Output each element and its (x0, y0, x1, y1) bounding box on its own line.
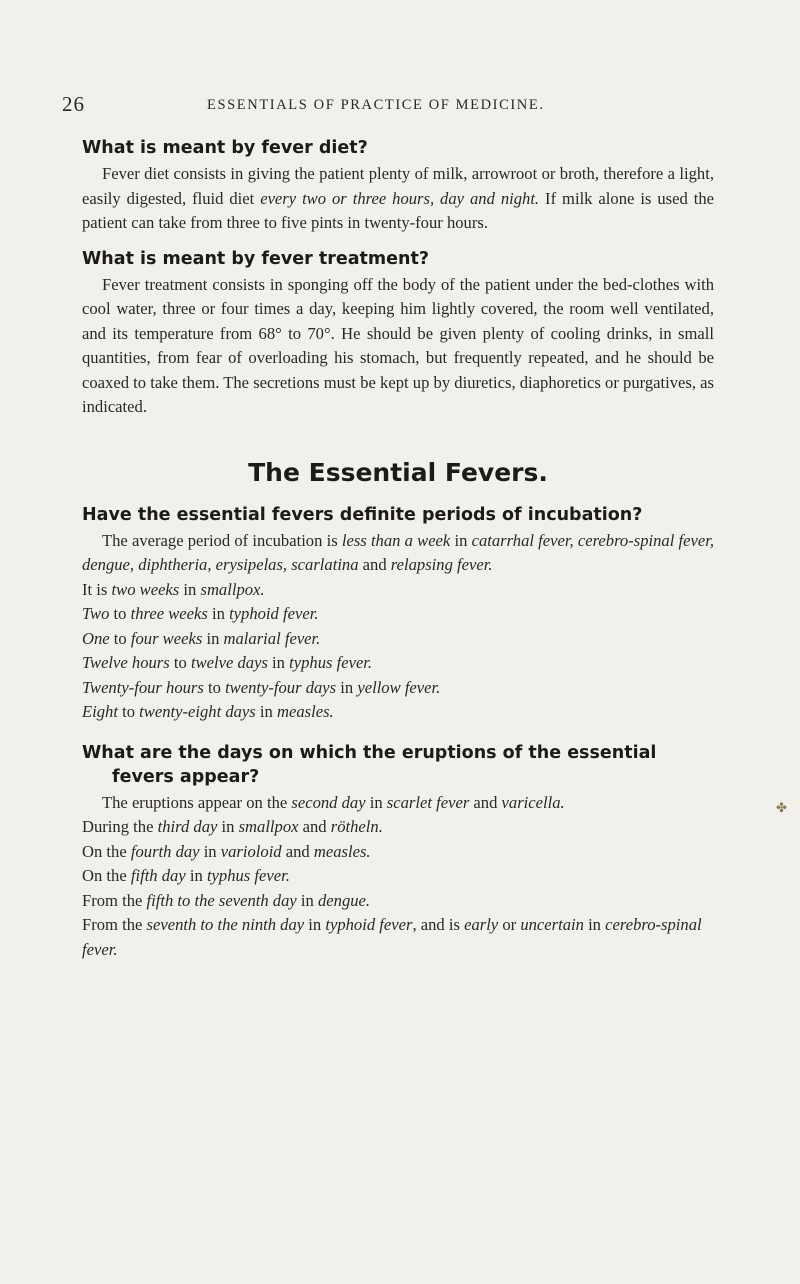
question-eruptions: What are the days on which the eruptions of the essential fevers appear? (82, 742, 657, 787)
answer-fever-diet: Fever diet consists in giving the patient plenty of milk, arrowroot or broth, therefore a light, easily digested, fluid diet every two or three hours, day and night. If milk alone is used the patient can take from three to five pints in twenty-four hours. (82, 164, 714, 232)
incubation-line: It is two weeks in smallpox. (82, 579, 265, 599)
eruption-line: During the third day in smallpox and rötheln. (82, 817, 383, 836)
page-content (82, 136, 714, 962)
incubation-line: Two to three weeks in typhoid fever. (82, 604, 319, 623)
eruption-line: From the fifth to the seventh day in dengue. (82, 890, 371, 910)
answer-eruptions-intro: The eruptions appear on the second day in scarlet fever and varicella. (102, 792, 565, 812)
qa-fever-diet (82, 136, 714, 236)
qa-incubation (82, 503, 714, 725)
incubation-line: Twelve hours to twelve days in typhus fever. (82, 653, 373, 672)
page-number: 26 (62, 92, 85, 116)
page-header (62, 92, 762, 116)
incubation-line: One to four weeks in malarial fever. (82, 628, 321, 648)
running-head: ESSENTIALS OF PRACTICE OF MEDICINE. (207, 97, 545, 113)
section-title: The Essential Fevers. (248, 457, 548, 487)
qa-fever-treatment (82, 247, 714, 420)
question-fever-diet: What is meant by fever diet? (82, 138, 368, 158)
eruption-line: From the seventh to the ninth day in typhoid fever, and is early or uncertain in cerebro-spinal fever. (82, 915, 702, 959)
incubation-line: Twenty-four hours to twenty-four days in yellow fever. (82, 677, 441, 697)
margin-ink-mark-icon: ✤ (776, 800, 787, 815)
question-incubation: Have the essential fevers definite periods of incubation? (82, 504, 643, 525)
question-fever-treatment: What is meant by fever treatment? (82, 248, 429, 269)
eruption-line: On the fifth day in typhus fever. (82, 866, 290, 885)
qa-eruptions (82, 741, 714, 963)
answer-incubation-intro: The average period of incubation is less than a week in catarrhal fever, cerebro-spinal fever, dengue, diphtheria, erysipelas, scarlatina and relapsing fever. (82, 530, 714, 574)
eruption-line: On the fourth day in varioloid and measles. (82, 841, 371, 861)
answer-fever-treatment: Fever treatment consists in sponging off the body of the patient under the bed-clothes with cool water, three or four times a day, keeping him lightly covered, the room well ventilated, and its temperature from 68° to 70°. He should be given plenty of cooling drinks, in small quantities, from fear of overloading his stomach, but frequently repeated, and he should be coaxed to take them. The secretions must be kept up by diuretics, diaphoretics or purgatives, as indicated. (82, 274, 714, 416)
incubation-line: Eight to twenty-eight days in measles. (82, 702, 334, 721)
